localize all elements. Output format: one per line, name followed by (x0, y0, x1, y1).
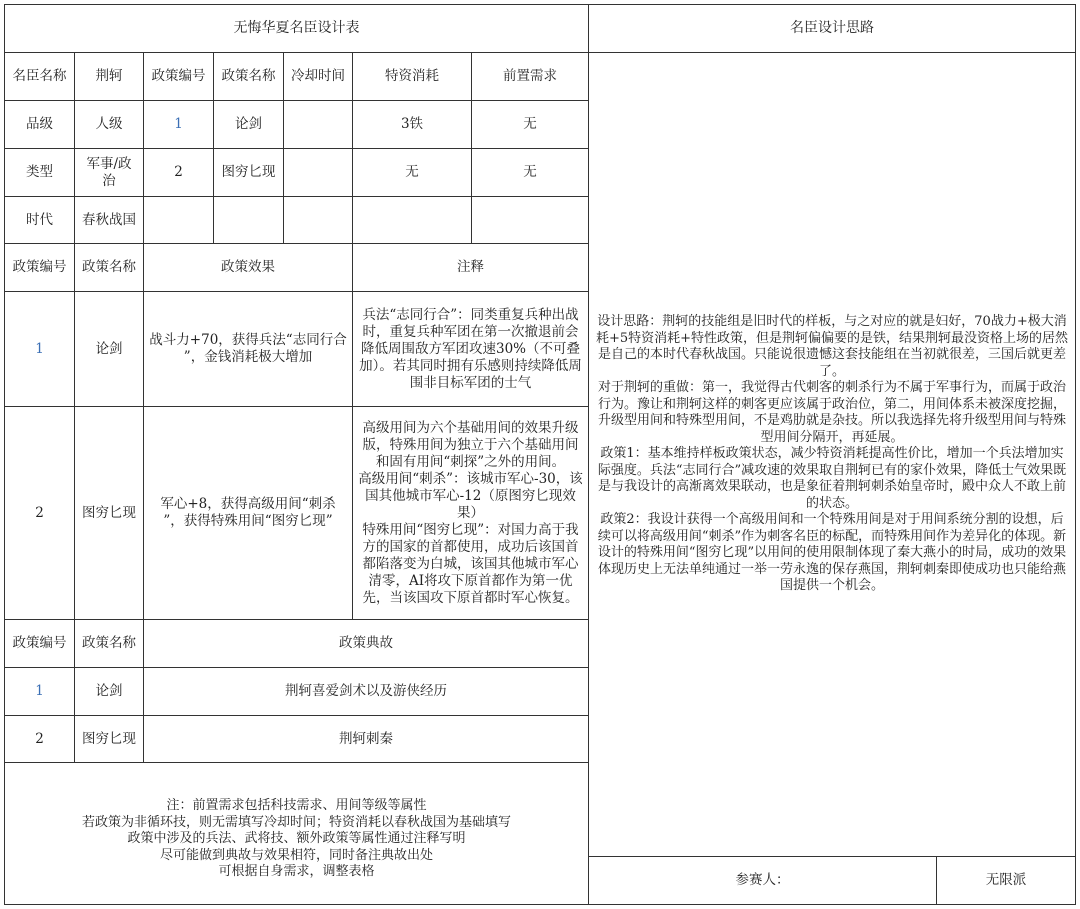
effect-1-note: 兵法“志同行合”：同类重复兵种出战时，重复兵种军团在第一次撤退前会降低周围敌方军团攻速30%（不可叠加）。若其同时拥有乐感则持续降低周围非目标军团的士气 (359, 306, 582, 391)
design-title: 名臣设计思路 (790, 20, 874, 36)
header-policy-no: 政策编号 (151, 68, 206, 84)
header-policy-name: 政策名称 (221, 68, 276, 84)
header-cooldown: 冷却时间 (291, 68, 345, 84)
effect-header-policy-no: 政策编号 (12, 259, 67, 275)
rank-label: 品级 (26, 116, 53, 132)
footnote-line-3: 政策中涉及的兵法、武将技、额外政策等属性通过注释写明 (127, 831, 466, 847)
effect-1-policy-name: 论剑 (95, 340, 123, 357)
type-value: 军事/政 治 (86, 155, 132, 189)
effect-header-effect: 政策效果 (221, 259, 275, 275)
policy-name-1: 论剑 (235, 116, 262, 132)
story-2-story: 荆轲刺秦 (339, 730, 393, 747)
cost-1: 3铁 (400, 116, 424, 132)
era-label: 时代 (26, 211, 53, 228)
header-minister-name-label: 名臣名称 (12, 68, 67, 84)
footnote (5, 763, 588, 904)
cooldown-1 (284, 101, 352, 148)
cooldown-2 (284, 149, 352, 196)
participant-label: 参赛人： (735, 872, 790, 888)
era-value: 春秋战国 (82, 211, 136, 228)
effect-2-note-p3: 特殊用间“图穷匕现”：对国力高于我方的国家的首都使用，成功后该国首都陷落变为白城，该国其他城市军心清零，AI将攻下原首都作为第一优先，当该国攻下原首都时军心恢复。 (362, 521, 579, 606)
table-title: 无悔华夏名臣设计表 (233, 20, 360, 36)
story-header-story: 政策典故 (339, 635, 393, 651)
footnote-line-5: 可根据自身需求，调整表格 (218, 864, 375, 880)
effect-2-note (353, 407, 588, 619)
design-paragraph-2: 对于荆轲的重做：第一，我觉得古代刺客的刺杀行为不属于军事行为，而属于政治行为。豫让和荆轲这样的刺客更应该属于政治位，第二，用间体系未被深度挖掘，升级型用间和特殊型用间，不是鸡肋就是杂技。所以我选择先将升级型用间与特殊型用间分隔开，再延展。 (597, 380, 1066, 445)
effect-header-note: 注释 (457, 259, 484, 275)
effect-1-effect: 战斗力+70，获得兵法“志同行合 ”，金钱消耗极大增加 (149, 332, 347, 365)
story-1-policy-no: 1 (35, 683, 44, 699)
footnote-line-1: 注：前置需求包括科技需求、用间等级等属性 (166, 798, 427, 814)
header-cost: 特资消耗 (385, 68, 439, 84)
footnote-line-4: 尽可能做到典故与效果相符，同时备注典故出处 (159, 847, 433, 863)
rank-value: 人级 (95, 116, 123, 132)
design-text (589, 53, 1075, 856)
effect-2-effect: 军心+8，获得高级用间“刺杀 ”，获得特殊用间“图穷匕现” (160, 496, 336, 529)
effect-header-policy-name: 政策名称 (82, 259, 136, 275)
design-paragraph-4: 政策2：我设计获得一个高级用间和一个特殊用间是对于用间系统分割的设想，后续可以将高级用间“刺杀”作为刺客名臣的标配，而特殊用间作为差异化的体现。新设计的特殊用间“图穷匕现”以用间的使用限制体现了秦大燕小的时局，成功的效果体现历史上无法单纯通过一举一劳永逸的保存燕国，荆轲刺秦即使成功也只能给燕国提供一个机会。 (597, 512, 1067, 594)
story-1-story: 荆轲喜爱剑术以及游侠经历 (285, 683, 447, 699)
story-1-policy-name: 论剑 (95, 683, 123, 699)
header-prereq: 前置需求 (503, 68, 557, 84)
effect-1-policy-no: 1 (35, 340, 44, 357)
prereq-1: 无 (523, 116, 537, 132)
story-header-policy-no: 政策编号 (12, 635, 67, 651)
type-label: 类型 (26, 164, 53, 180)
story-2-policy-name: 图穷匕现 (82, 730, 136, 747)
footnote-line-2: 若政策为非循环技，则无需填写冷却时间；特资消耗以春秋战国为基础填写 (81, 814, 511, 830)
effect-2-note-p1: 高级用间为六个基础用间的效果升级版，特殊用间为独立于六个基础用间和固有用间“刺探”之外的用间。 (362, 419, 579, 470)
effect-2-policy-name: 图穷匕现 (82, 504, 136, 521)
policy-no-1: 1 (174, 116, 183, 132)
effect-2-note-p2: 高级用间“刺杀”：该城市军心-30，该国其他城市军心-12（原图穷匕现效果） (358, 470, 583, 521)
prereq-2: 无 (523, 164, 537, 180)
design-paragraph-1: 设计思路：荆轲的技能组是旧时代的样板，与之对应的就是妇好，70战力+极大消耗+5特资消耗+特性政策，但是荆轲偏偏要的是铁，结果荆轲最没资格上场的居然是自己的本时代春秋战国。只能说很遗憾这套技能组在当初就很差，三国后就更差了。 (595, 314, 1069, 379)
effect-2-policy-no: 2 (35, 504, 44, 521)
story-2-policy-no: 2 (35, 730, 44, 747)
policy-no-2: 2 (174, 164, 183, 180)
cost-2: 无 (405, 164, 419, 180)
minister-name-value: 荆轲 (95, 68, 123, 84)
story-header-policy-name: 政策名称 (82, 635, 136, 651)
participant-value: 无限派 (985, 872, 1027, 888)
design-paragraph-3: 政策1：基本维持样板政策状态，减少特资消耗提高性价比，增加一个兵法增加实际强度。兵法“志同行合”减攻速的效果取自荆轲已有的家仆效果，降低士气效果既是与我设计的高渐离效果联动，也是象征着荆轲刺杀始皇帝时，殿中众人不敢上前的状态。 (597, 446, 1067, 511)
policy-name-2: 图穷匕现 (221, 164, 276, 180)
